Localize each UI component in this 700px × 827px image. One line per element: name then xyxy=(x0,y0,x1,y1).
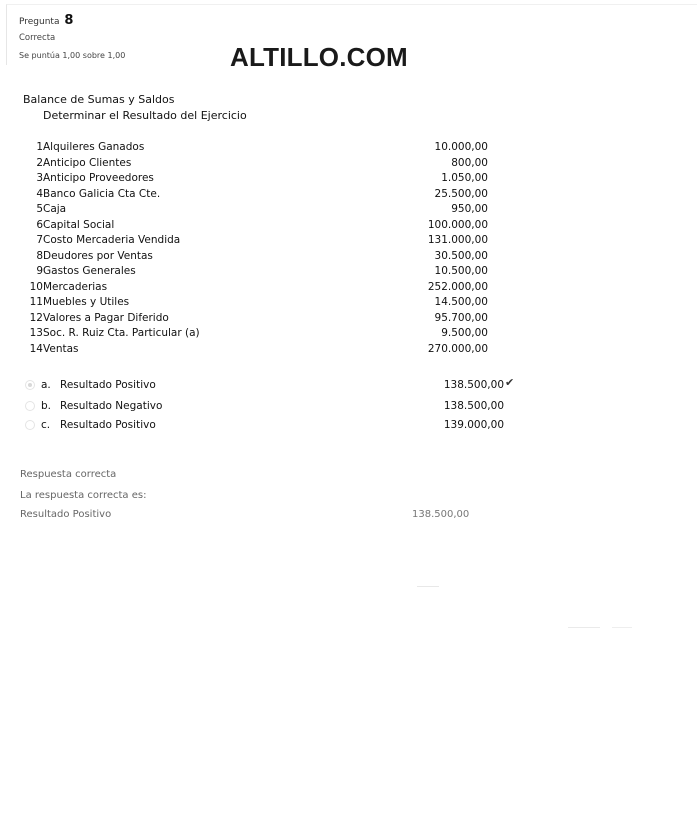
account-row xyxy=(0,188,700,203)
account-number: 9 xyxy=(36,265,43,277)
option-letter: a. xyxy=(41,379,51,391)
account-row xyxy=(0,203,700,218)
option-letter: b. xyxy=(41,400,52,412)
option-value: 138.500,00 xyxy=(443,379,504,391)
option-value: 138.500,00 xyxy=(443,400,504,412)
watermark-logo: ALTILLO.COM xyxy=(230,42,408,72)
account-name: Gastos Generales xyxy=(43,265,136,277)
correct-check-icon: ✔ xyxy=(505,376,515,389)
account-number: 11 xyxy=(29,296,43,308)
account-value: 95.700,00 xyxy=(434,311,488,324)
account-value: 1.050,00 xyxy=(441,172,488,184)
account-name: Mercaderias xyxy=(43,280,108,293)
question-state: Correcta xyxy=(19,33,56,43)
account-number: 2 xyxy=(36,156,43,169)
feedback-answer-label: Resultado Positivo xyxy=(20,509,112,520)
account-row xyxy=(0,343,700,358)
account-number: 3 xyxy=(36,172,43,184)
account-value: 10.000,00 xyxy=(434,141,488,153)
account-row xyxy=(0,312,700,327)
option-radio-a[interactable] xyxy=(25,380,35,390)
option-radio-c[interactable] xyxy=(25,420,35,430)
question-title: Balance de Sumas y Saldos xyxy=(23,93,175,106)
account-value: 30.500,00 xyxy=(434,249,488,262)
account-value: 14.500,00 xyxy=(434,296,488,308)
account-number: 4 xyxy=(36,187,43,200)
account-row xyxy=(0,157,700,172)
account-value: 950,00 xyxy=(451,203,488,215)
account-value: 25.500,00 xyxy=(434,187,488,200)
account-row xyxy=(0,296,700,311)
divider xyxy=(417,586,439,587)
account-name: Banco Galicia Cta Cte. xyxy=(43,187,161,200)
account-number: 7 xyxy=(36,234,43,246)
account-value: 131.000,00 xyxy=(427,234,488,246)
account-row xyxy=(0,141,700,156)
account-row xyxy=(0,250,700,265)
question-grade: Se puntúa 1,00 sobre 1,00 xyxy=(19,51,126,60)
answer-option-b[interactable] xyxy=(0,400,700,418)
question-label: Pregunta xyxy=(19,17,60,27)
account-row xyxy=(0,234,700,249)
account-value: 100.000,00 xyxy=(427,218,488,231)
divider xyxy=(568,627,600,628)
account-name: Alquileres Ganados xyxy=(43,141,145,153)
account-number: 1 xyxy=(36,141,43,153)
option-radio-b[interactable] xyxy=(25,401,35,411)
answer-option-c[interactable] xyxy=(0,419,700,437)
option-label: Resultado Negativo xyxy=(60,400,163,412)
account-name: Valores a Pagar Diferido xyxy=(43,311,169,324)
account-number: 12 xyxy=(29,311,43,324)
account-row xyxy=(0,265,700,280)
account-number: 6 xyxy=(36,218,43,231)
account-row xyxy=(0,219,700,234)
account-number: 8 xyxy=(36,249,43,262)
account-value: 800,00 xyxy=(451,156,488,169)
account-value: 10.500,00 xyxy=(434,265,488,277)
account-value: 270.000,00 xyxy=(427,343,488,355)
account-row xyxy=(0,172,700,187)
account-name: Soc. R. Ruiz Cta. Particular (a) xyxy=(43,327,200,339)
account-name: Costo Mercaderia Vendida xyxy=(43,234,181,246)
question-subtitle: Determinar el Resultado del Ejercicio xyxy=(43,109,247,122)
account-name: Caja xyxy=(43,203,67,215)
feedback-status: Respuesta correcta xyxy=(20,469,117,480)
feedback-intro: La respuesta correcta es: xyxy=(20,490,147,501)
option-value: 139.000,00 xyxy=(443,419,504,431)
divider xyxy=(612,627,632,628)
account-name: Deudores por Ventas xyxy=(43,249,153,262)
account-value: 9.500,00 xyxy=(441,327,488,339)
account-number: 14 xyxy=(29,343,43,355)
option-label: Resultado Positivo xyxy=(60,419,156,431)
account-name: Muebles y Utiles xyxy=(43,296,130,308)
option-label: Resultado Positivo xyxy=(60,379,156,391)
account-number: 5 xyxy=(36,203,43,215)
answer-option-a[interactable] xyxy=(0,376,700,397)
account-number: 10 xyxy=(29,280,43,293)
option-letter: c. xyxy=(41,419,51,431)
feedback-answer-value: 138.500,00 xyxy=(412,509,470,520)
account-row xyxy=(0,281,700,296)
account-name: Anticipo Proveedores xyxy=(43,172,154,184)
account-row xyxy=(0,327,700,342)
account-value: 252.000,00 xyxy=(427,280,488,293)
account-name: Capital Social xyxy=(43,218,115,231)
question-number xyxy=(19,13,73,28)
account-name: Ventas xyxy=(43,343,79,355)
account-name: Anticipo Clientes xyxy=(43,156,132,169)
question-number-value: 8 xyxy=(64,13,74,28)
account-number: 13 xyxy=(29,327,43,339)
